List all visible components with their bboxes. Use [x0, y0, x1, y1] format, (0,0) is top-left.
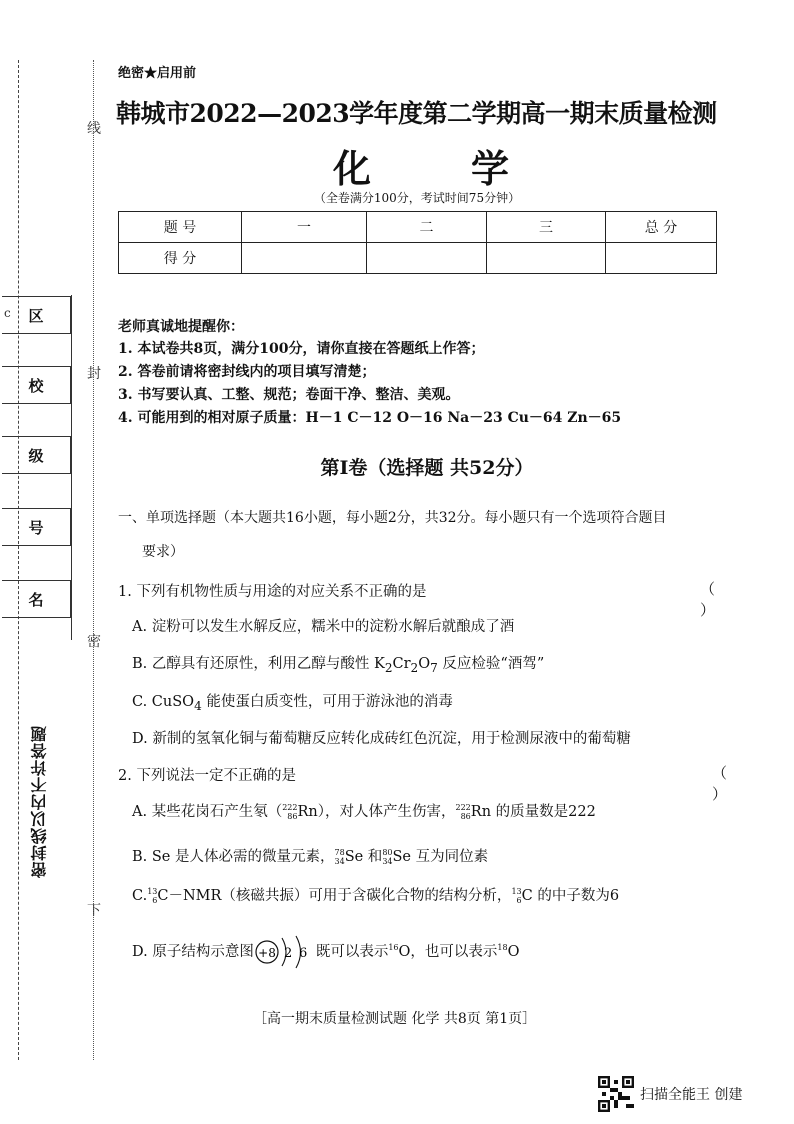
score-cell-total[interactable] — [606, 243, 717, 274]
score-header-cell: 题 号 — [119, 212, 242, 243]
field-district[interactable]: 区 — [2, 296, 71, 334]
section-title: 第Ⅰ卷（选择题 共52分） — [320, 457, 534, 479]
q1-option-c: C. CuSO$_4$ 能使蛋白质变性，可用于游泳池的消毒 — [132, 694, 453, 713]
notice-item: 2. 答卷前请将密封线内的项目填写清楚； — [118, 364, 376, 380]
atom-structure-svg — [254, 932, 316, 972]
seal-char-seal: 封 — [87, 366, 101, 382]
isotope-notation: 222 86 — [282, 803, 298, 821]
q1-option-d: D. 新制的氢氧化铜与葡萄糖反应转化成砖红色沉淀，用于检测尿液中的葡萄糖 — [132, 731, 631, 747]
isotope-notation: 13 6 — [511, 887, 522, 905]
qr-code-icon — [598, 1076, 634, 1112]
score-table-header-row — [119, 212, 717, 243]
nucleus-charge: +8 — [257, 946, 276, 960]
q1-answer-paren[interactable]: （ ） — [700, 580, 742, 619]
confidential-mark: 绝密★启用前 — [118, 66, 197, 81]
exam-title: 韩城市2022—2023学年度第二学期高一期末质量检测 — [116, 99, 717, 128]
score-header-cell: 总 分 — [606, 212, 717, 243]
scanner-watermark: 扫描全能王 创建 — [640, 1087, 743, 1103]
part1-heading: 一、单项选择题（本大题共16小题，每小题2分，共32分。每小题只有一个选项符合题目 — [118, 510, 667, 526]
field-class[interactable]: 级 — [2, 436, 71, 474]
score-cell-part3[interactable] — [487, 243, 606, 274]
subject-title: 化学 — [333, 146, 610, 191]
score-cell-part2[interactable] — [367, 243, 487, 274]
q2-option-b: B. Se 是人体必需的微量元素，78 34Se 和80 34Se 互为同位素 — [132, 848, 489, 866]
score-table — [118, 211, 717, 274]
exam-meta: （全卷满分100分，考试时间75分钟） — [313, 191, 521, 205]
q1-option-a: A. 淀粉可以发生水解反应，糯米中的淀粉水解后就酿成了酒 — [132, 619, 515, 635]
q2-option-a: A. 某些花岗石产生氡（222 86Rn），对人体产生伤害，222 86Rn 的质量数是222 — [132, 803, 596, 821]
score-header-cell: 一 — [242, 212, 367, 243]
part1-heading-cont: 要求） — [142, 544, 184, 560]
field-name[interactable]: 名 — [2, 580, 71, 618]
score-cell-part1[interactable] — [242, 243, 367, 274]
seal-char-below: 下 — [87, 903, 101, 919]
isotope-notation: 78 34 — [334, 848, 345, 866]
q2-option-c: C.13 6C－NMR（核磁共振）可用于含碳化合物的结构分析，13 6C 的中子数为6 — [132, 887, 620, 905]
q2-answer-paren[interactable]: （ ） — [712, 764, 754, 803]
seal-char-line: 线 — [87, 121, 101, 137]
corner-mark: c — [4, 306, 11, 320]
notice-item: 1. 本试卷共8页，满分100分，请你直接在答题纸上作答； — [118, 341, 485, 357]
field-school[interactable]: 校 — [2, 366, 71, 404]
q1-stem: 1. 下列有机物性质与用途的对应关系不正确的是 — [118, 584, 427, 600]
score-header-cell: 二 — [367, 212, 487, 243]
seal-char-secret: 密 — [87, 634, 101, 650]
isotope-notation: 13 6 — [147, 887, 158, 905]
electron-count-shell-2: 6 — [298, 946, 308, 961]
field-number[interactable]: 号 — [2, 508, 71, 546]
isotope-notation: 222 86 — [455, 803, 471, 821]
seal-note: 密封线以内不许答题 — [30, 725, 49, 878]
score-row-label: 得 分 — [119, 243, 242, 274]
page-footer: ［高一期末质量检测试题 化学 共8页 第1页］ — [253, 1011, 537, 1027]
score-header-cell: 三 — [487, 212, 606, 243]
q2-stem: 2. 下列说法一定不正确的是 — [118, 768, 296, 784]
score-table-score-row — [119, 243, 717, 274]
notice-item: 3. 书写要认真、工整、规范；卷面干净、整洁、美观。 — [118, 387, 460, 403]
notice-item: 4. 可能用到的相对原子质量：H－1 C－12 O－16 Na－23 Cu－64 Zn－65 — [118, 410, 622, 426]
q2-option-d: D. 原子结构示意图 +8 2 6 既可以表示$^{16}$O，也可以表示$^{18}$O — [132, 932, 519, 972]
notice-heading: 老师真诚地提醒你： — [118, 319, 244, 335]
electron-count-shell-1: 2 — [283, 946, 293, 961]
seal-line-outer — [18, 60, 19, 1060]
q1-option-b: B. 乙醇具有还原性，利用乙醇与酸性 $K_2Cr_2O_7$ 反应检验“酒驾” — [132, 656, 545, 675]
atom-structure-diagram — [254, 932, 316, 972]
isotope-notation: 80 34 — [382, 848, 393, 866]
